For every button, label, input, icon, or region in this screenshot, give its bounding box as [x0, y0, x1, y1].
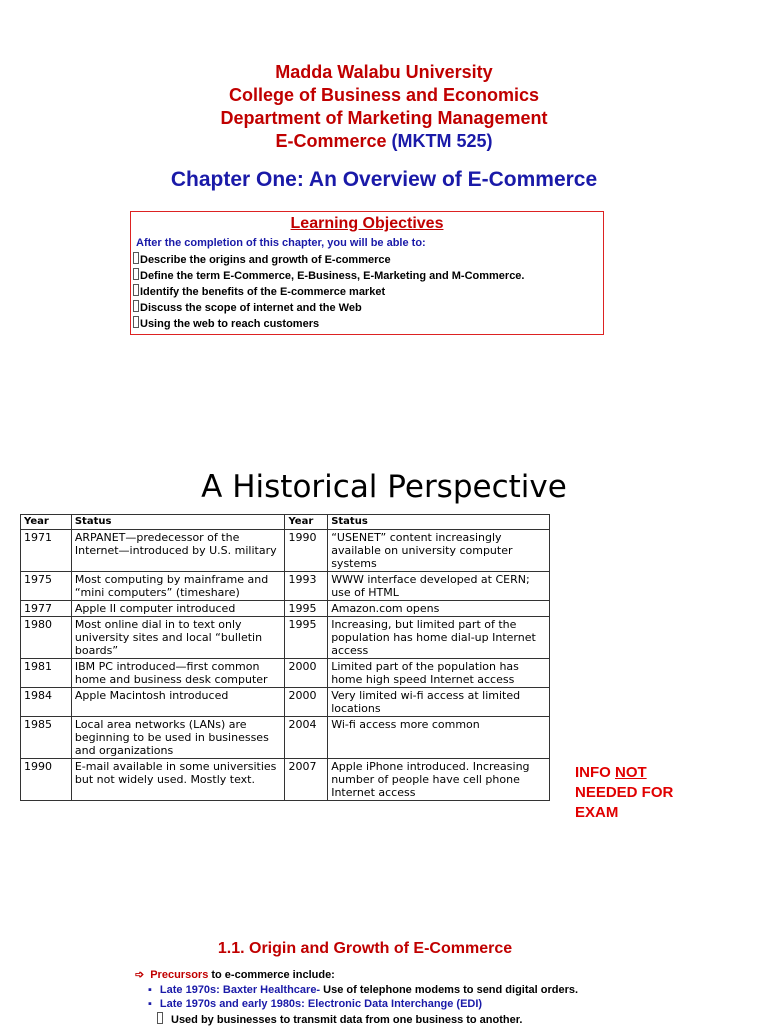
objectives-list [133, 252, 524, 332]
exam-note: INFO NOT NEEDED FOR EXAM [575, 764, 674, 821]
year-cell: 1990 [285, 530, 328, 572]
objectives-title: Learning Objectives [290, 215, 444, 232]
learning-objectives-box [130, 211, 604, 335]
objectives-intro: After the completion of this chapter, you will be able to: [136, 237, 426, 249]
status-cell: Wi-fi access more common [328, 717, 550, 759]
year-cell: 1975 [21, 572, 72, 601]
year-cell: 2007 [285, 759, 328, 801]
status-cell: WWW interface developed at CERN; use of HTML [328, 572, 550, 601]
year-cell: 1995 [285, 601, 328, 617]
list-item: ▪ Late 1970s: Baxter Healthcare- Use of telephone modems to send digital orders. [148, 984, 579, 996]
status-cell: ARPANET—predecessor of the Internet—introduced by U.S. military [71, 530, 285, 572]
square-bullet-icon: ▪ [148, 984, 152, 996]
precursors-line: ➩ Precursors to e-commerce include: [135, 969, 335, 981]
year-cell: 1995 [285, 617, 328, 659]
chapter-title: Chapter One: An Overview of E-Commerce [170, 168, 598, 191]
bullet-glyph-icon [133, 300, 139, 312]
table-row [21, 759, 550, 801]
objective-item: Define the term E-Commerce, E-Business, E-Marketing and M-Commerce. [133, 268, 524, 284]
bullet-glyph-icon [133, 316, 139, 328]
course-name: E-Commerce [275, 131, 387, 151]
bullet-glyph-icon [133, 284, 139, 296]
column-header: Status [71, 515, 285, 530]
year-cell: 2000 [285, 659, 328, 688]
bullet-glyph-icon [133, 252, 139, 264]
table-row [21, 717, 550, 759]
objective-item: Describe the origins and growth of E-commerce [133, 252, 524, 268]
status-cell: Apple Macintosh introduced [71, 688, 285, 717]
year-cell: 2000 [285, 688, 328, 717]
history-title: A Historical Perspective [201, 469, 567, 505]
status-cell: Most online dial in to text only university sites and local “bulletin boards” [71, 617, 285, 659]
status-cell: Apple iPhone introduced. Increasing number of people have cell phone Internet access [328, 759, 550, 801]
year-cell: 1971 [21, 530, 72, 572]
arrow-bullet-icon: ➩ [135, 969, 145, 981]
not-emphasis: NOT [615, 764, 647, 781]
column-header: Year [285, 515, 328, 530]
status-cell: Apple II computer introduced [71, 601, 285, 617]
objective-item: Identify the benefits of the E-commerce market [133, 284, 524, 300]
status-cell: Amazon.com opens [328, 601, 550, 617]
university-name: Madda Walabu University [275, 62, 493, 82]
objective-item: Discuss the scope of internet and the Web [133, 300, 524, 316]
course-code: (MKTM 525) [391, 131, 493, 151]
square-bullet-icon: ▪ [148, 998, 152, 1010]
objective-item: Using the web to reach customers [133, 316, 524, 332]
status-cell: Most computing by mainframe and “mini computers” (timeshare) [71, 572, 285, 601]
table-row [21, 617, 550, 659]
table-row [21, 659, 550, 688]
column-header: Year [21, 515, 72, 530]
college-name: College of Business and Economics [228, 85, 540, 105]
status-cell: Very limited wi-fi access at limited locations [328, 688, 550, 717]
bullet-glyph-icon [133, 268, 139, 280]
status-cell: Increasing, but limited part of the population has home dial-up Internet access [328, 617, 550, 659]
department-name: Department of Marketing Management [220, 108, 548, 128]
precursors-label: Precursors [150, 969, 209, 981]
table-row [21, 530, 550, 572]
year-cell: 1984 [21, 688, 72, 717]
section-heading: 1.1. Origin and Growth of E-Commerce [217, 940, 513, 957]
status-cell: “USENET” content increasingly available on university computer systems [328, 530, 550, 572]
year-cell: 1993 [285, 572, 328, 601]
year-cell: 1980 [21, 617, 72, 659]
course-line [0, 130, 768, 152]
table-row [21, 572, 550, 601]
list-item: ▪ Late 1970s and early 1980s: Electronic Data Interchange (EDI) [148, 998, 483, 1010]
year-cell: 1985 [21, 717, 72, 759]
table-row [21, 688, 550, 717]
bullet-glyph-icon [157, 1012, 163, 1024]
year-cell: 1981 [21, 659, 72, 688]
status-cell: IBM PC introduced—first common home and business desk computer [71, 659, 285, 688]
list-subitem: Used by businesses to transmit data from one business to another. [157, 1012, 522, 1026]
status-cell: E-mail available in some universities but not widely used. Mostly text. [71, 759, 285, 801]
year-cell: 2004 [285, 717, 328, 759]
table-row [21, 601, 550, 617]
status-cell: Local area networks (LANs) are beginning to be used in businesses and organizations [71, 717, 285, 759]
status-cell: Limited part of the population has home high speed Internet access [328, 659, 550, 688]
year-cell: 1990 [21, 759, 72, 801]
year-cell: 1977 [21, 601, 72, 617]
column-header: Status [328, 515, 550, 530]
history-table [20, 514, 550, 801]
table-header-row [21, 515, 550, 530]
